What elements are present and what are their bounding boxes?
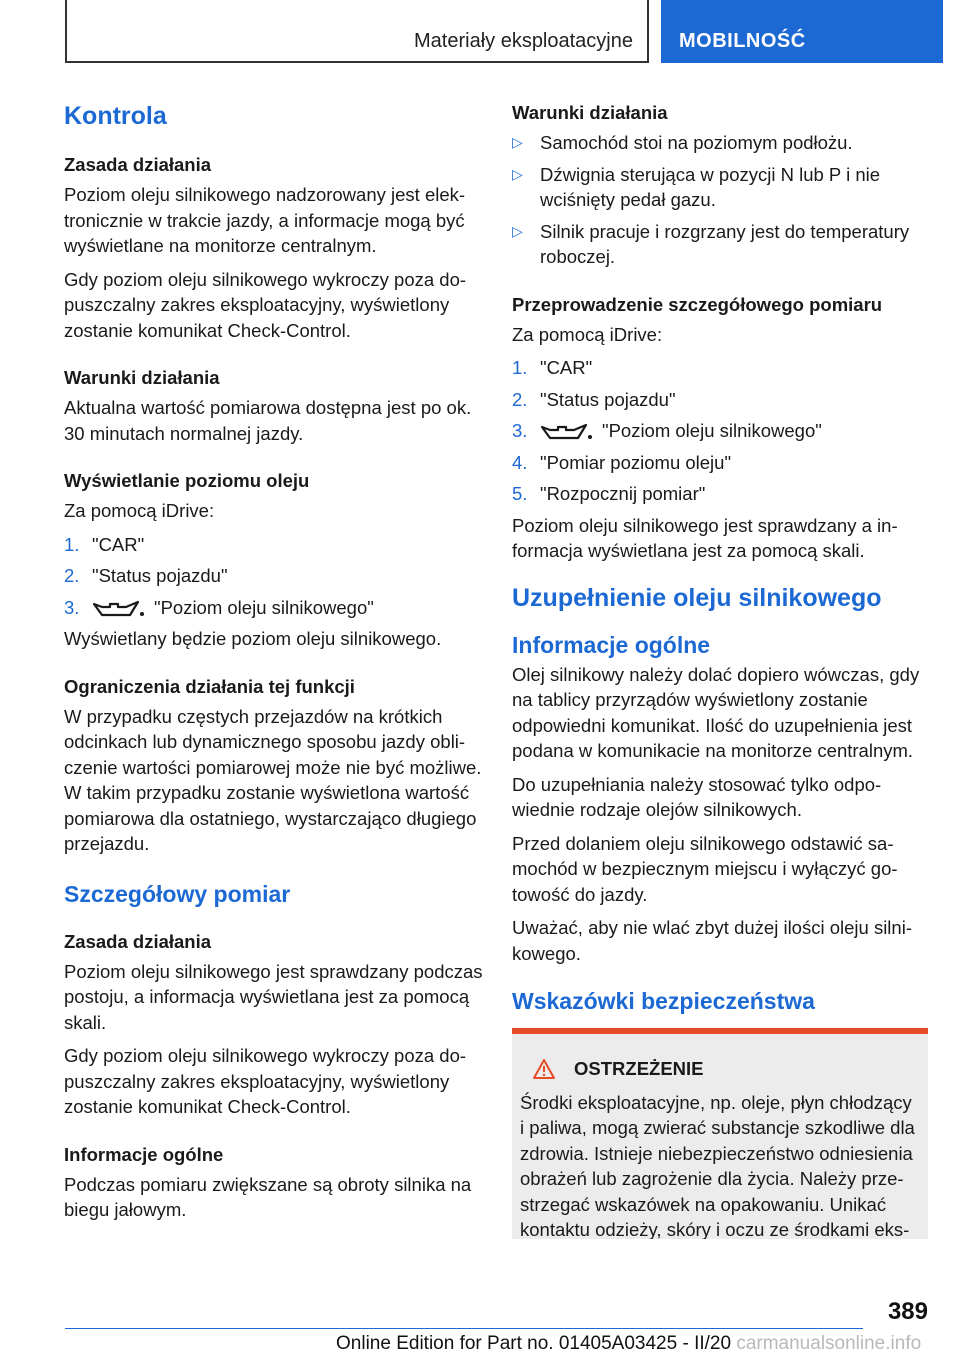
heading-szczegolowy-pomiar: Szczegółowy pomiar — [64, 880, 291, 907]
list-item: ▷ Samochód stoi na poziomym podłożu. — [512, 130, 928, 156]
step-text: "Pomiar poziomu oleju" — [540, 451, 732, 473]
step-text: "Rozpocznij pomiar" — [540, 483, 706, 504]
paragraph: Za pomocą iDrive: — [512, 323, 663, 345]
subheading-informacje: Informacje ogólne — [64, 1143, 224, 1165]
watermark-text: carmanualsonline.info — [736, 1333, 922, 1354]
right-column — [512, 100, 928, 1239]
step-number: 2. — [64, 565, 80, 586]
triangle-bullet-icon: ▷ — [512, 222, 523, 239]
paragraph: Aktualna wartość pomiarowa dostępna jest po ok. 30 minutach normalnej jazdy. — [64, 397, 472, 444]
paragraph: Za pomocą iDrive: — [64, 500, 215, 521]
heading-informacje-ogolne: Informacje ogólne — [512, 631, 711, 658]
list-item — [512, 355, 928, 381]
list-item — [64, 595, 484, 621]
paragraph: Przed dolaniem oleju silnikowego odstawić samochód w bezpiecznym miejscu i wyłączyć gotowość do jazdy. — [512, 832, 898, 905]
heading-uzupelnienie: Uzupełnienie oleju silnikowego — [512, 583, 882, 612]
warning-box — [512, 1028, 928, 1239]
paragraph: Uważać, aby nie wlać zbyt dużej ilości oleju silnikowego. — [512, 917, 912, 964]
paragraph: Olej silnikowy należy dolać dopiero wówczas, gdy na tablicy przyrządów wyświetlony zostanie odpowiedni komunikat. Ilość do uzupełnienia jest podana w komunikacie na monitorze centralnym. — [512, 663, 920, 761]
oil-can-icon — [540, 422, 594, 442]
subheading-ograniczenia: Ograniczenia działania tej funkcji — [64, 675, 355, 697]
list-item — [64, 563, 484, 589]
left-column — [64, 100, 484, 1231]
subheading-zasada: Zasada działania — [64, 930, 212, 952]
subheading-warunki: Warunki działania — [512, 102, 668, 123]
triangle-bullet-icon: ▷ — [512, 134, 523, 150]
paragraph: Wyświetlany będzie poziom oleju silnikowego. — [64, 628, 442, 649]
heading-wskazowki: Wskazówki bezpieczeństwa — [512, 988, 815, 1014]
header-chapter-tab — [661, 0, 943, 63]
subheading-wyswietlanie: Wyświetlanie poziomu oleju — [64, 470, 310, 491]
paragraph: W przypadku częstych przejazdów na krótkich odcinkach lub dynamicznego sposobu jazdy obliczenie wartości pomiarowej może nie być możliwe. W takim przypadku zostanie wyświetlona wartość pomiarowa dla ostatniego, wystarczająco długiego przejazdu. — [64, 705, 482, 854]
warning-triangle-icon — [532, 1058, 556, 1080]
step-text: "Status pojazdu" — [540, 388, 676, 410]
paragraph: Gdy poziom oleju silnikowego wykroczy poza dopuszczalny zakres eksploatacyjny, wyświetlony zostanie komunikat Check-Control. — [64, 268, 467, 341]
list-item — [512, 450, 928, 476]
step-number: 2. — [512, 388, 528, 410]
subheading-warunki: Warunki działania — [64, 367, 220, 388]
header-section-tab — [65, 0, 649, 63]
paragraph: Poziom oleju silnikowego nadzorowany jest elektronicznie w trakcie jazdy, a informacje mogą być wyświetlane na monitorze centralnym. — [64, 184, 466, 256]
steps-list — [64, 532, 484, 621]
step-number: 1. — [512, 357, 528, 378]
triangle-bullet-icon: ▷ — [512, 165, 523, 182]
step-number: 3. — [512, 420, 528, 441]
steps-list — [512, 355, 928, 507]
list-item — [512, 418, 928, 444]
step-number: 3. — [64, 596, 80, 618]
step-text: "Poziom oleju silnikowego" — [602, 420, 822, 441]
paragraph: Poziom oleju silnikowego jest sprawdzany podczas postoju, a informacja wyświetlana jest za pomocą skali. — [64, 960, 483, 1033]
edition-text: Online Edition for Part no. 01405A03425 - II/20 — [336, 1333, 732, 1354]
list-item: ▷ Silnik pracuje i rozgrzany jest do temperatury roboczej. — [512, 220, 910, 267]
list-item — [64, 532, 484, 558]
step-text: "Status pojazdu" — [92, 565, 228, 586]
list-item: ▷ Dźwignia sterująca w pozycji N lub P i nie wciśnięty pedał gazu. — [512, 163, 881, 210]
warning-text: Środki eksploatacyjne, np. oleje, płyn chłodzący i paliwa, mogą zwierać substancje szkodliwe dla zdrowia. Istnieje niebezpieczeństwo odniesienia obrażeń lub zagrożenie dla życia. Należy przestrzegać wskazówek na opakowaniu. Unikać kontaktu odzieży, skóry i oczu ze środkami eks- — [520, 1091, 915, 1239]
chapter-title: MOBILNOŚĆ — [679, 30, 806, 52]
warning-label: OSTRZEŻENIE — [574, 1058, 704, 1079]
step-number: 5. — [512, 483, 528, 504]
section-title: Materiały eksploatacyjne — [414, 30, 633, 52]
paragraph: Do uzupełniania należy stosować tylko odpowiednie rodzaje olejów silnikowych. — [512, 773, 882, 820]
subheading-zasada: Zasada działania — [64, 154, 212, 175]
subheading-pomiar: Przeprowadzenie szczegółowego pomiaru — [512, 293, 883, 315]
step-text: "CAR" — [540, 357, 593, 378]
footer-edition — [336, 1333, 921, 1355]
paragraph: Gdy poziom oleju silnikowego wykroczy poza dopuszczalny zakres eksploatacyjny, wyświetlony zostanie komunikat Check-Control. — [64, 1045, 467, 1117]
page-number: 389 — [887, 1298, 928, 1325]
conditions-list — [512, 130, 928, 270]
paragraph: Poziom oleju silnikowego jest sprawdzany a informacja wyświetlana jest za pomocą skali. — [512, 514, 898, 561]
step-number: 4. — [512, 451, 528, 473]
step-text: "CAR" — [92, 533, 145, 555]
oil-can-icon — [92, 599, 146, 619]
step-number: 1. — [64, 533, 80, 555]
heading-kontrola: Kontrola — [64, 102, 167, 130]
warning-header — [520, 1056, 920, 1082]
footer-divider — [65, 1328, 863, 1329]
list-item — [512, 387, 928, 413]
list-item — [512, 481, 928, 507]
paragraph: Podczas pomiaru zwiększane są obroty silnika na biegu jałowym. — [64, 1173, 472, 1220]
step-text: "Poziom oleju silnikowego" — [154, 596, 374, 618]
